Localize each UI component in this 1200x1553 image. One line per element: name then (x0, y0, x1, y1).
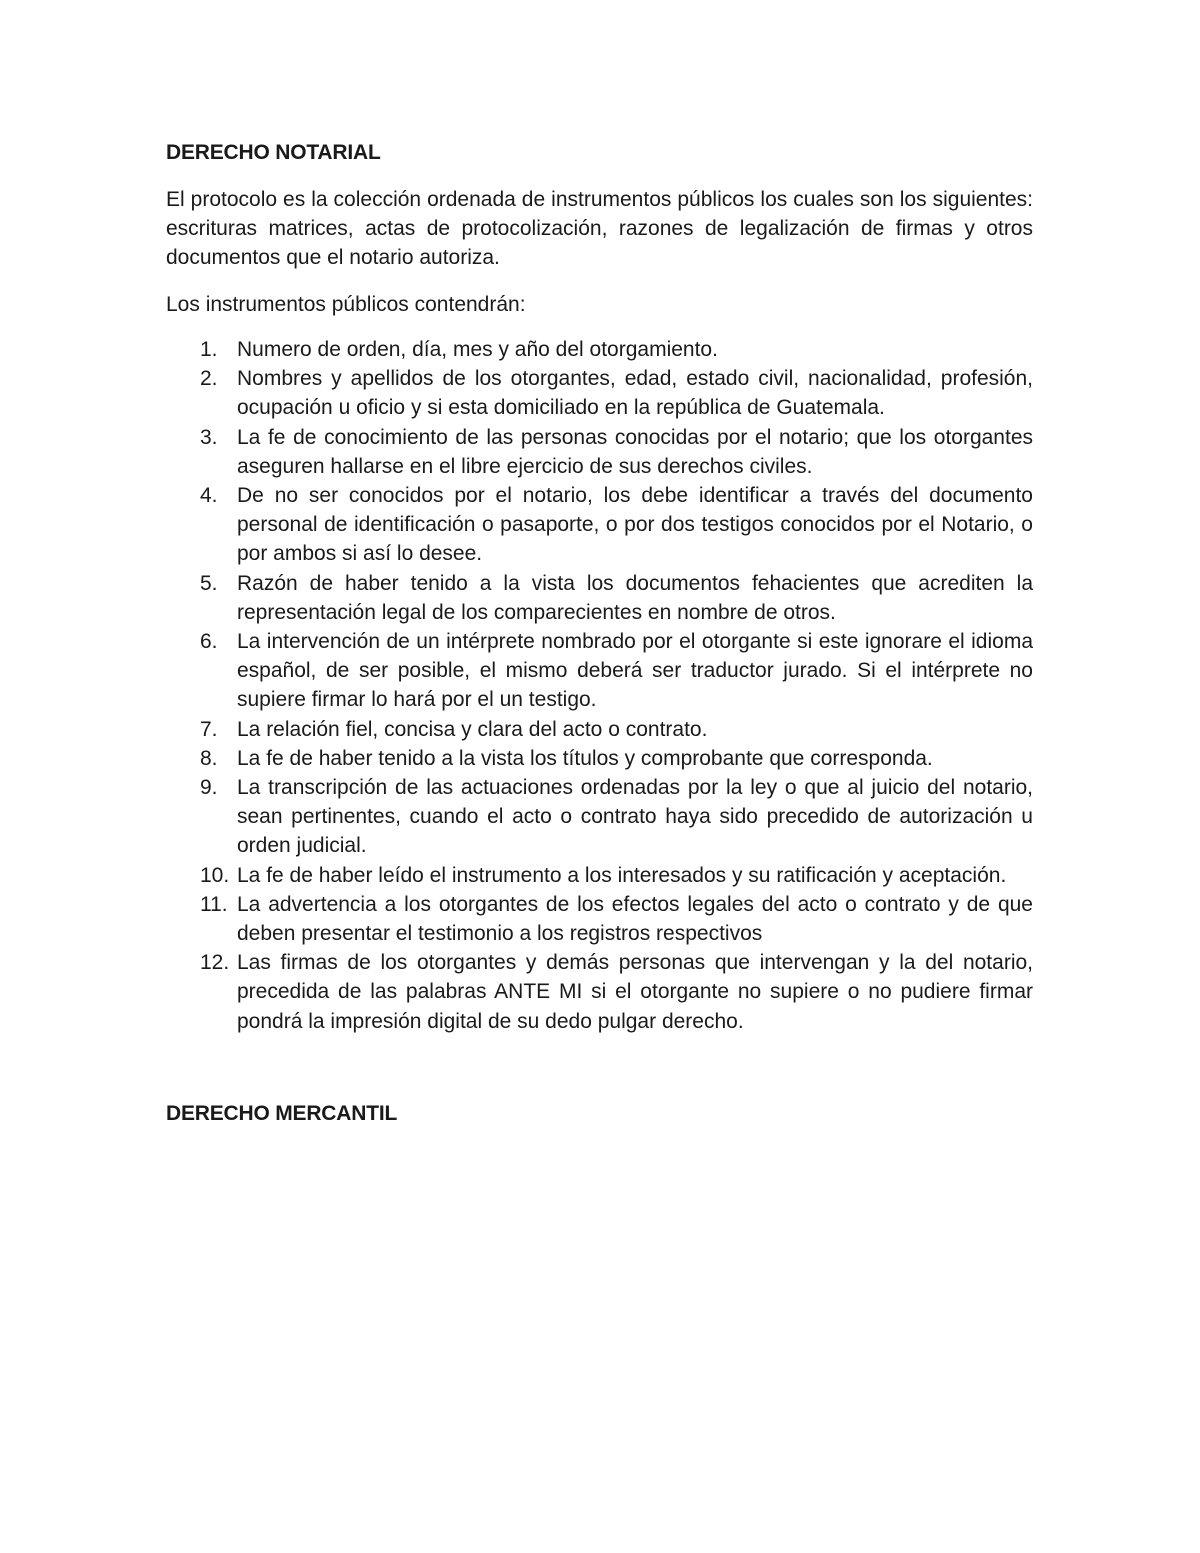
list-item-number: 11. (200, 892, 228, 916)
list-item (166, 423, 1033, 481)
list-item-number: 2. (200, 367, 218, 391)
list-item-number: 10. (200, 863, 230, 887)
list-item-text: La intervención de un intérprete nombrado por el otorgante si este ignorare el idioma español, de ser posible, el mismo deberá ser traductor jurado. Si el intérprete no supiere firmar lo hará por el un testigo. (237, 630, 1033, 712)
list-item-number: 8. (200, 746, 218, 770)
list-item-text: Razón de haber tenido a la vista los documentos fehacientes que acrediten la representación legal de los comparecientes en nombre de otros. (237, 571, 1033, 624)
list-item-number: 6. (200, 630, 218, 654)
list-item (166, 890, 1033, 948)
list-item-number: 3. (200, 425, 218, 449)
requirements-list (166, 335, 1033, 1036)
list-intro-paragraph: Los instrumentos públicos contendrán: (166, 293, 526, 316)
list-item-number: 12. (200, 951, 230, 975)
list-item (166, 773, 1033, 861)
list-item (166, 861, 1033, 890)
document-content (166, 138, 1033, 1129)
list-item (166, 569, 1033, 627)
list-item-number: 7. (200, 717, 218, 741)
list-item-number: 1. (200, 338, 218, 361)
list-item (166, 744, 1033, 773)
list-item-number: 4. (200, 484, 218, 508)
list-item-text: La fe de haber leído el instrumento a los interesados y su ratificación y aceptación. (237, 863, 1007, 887)
list-item (166, 715, 1033, 744)
list-item-number: 9. (200, 776, 218, 800)
list-item (166, 481, 1033, 569)
list-item-text: La fe de haber tenido a la vista los títulos y comprobante que corresponda. (237, 746, 933, 770)
list-item-text: De no ser conocidos por el notario, los debe identificar a través del documento personal de identificación o pasaporte, o por dos testigos conocidos por el Notario, o por ambos si así lo desee. (237, 484, 1033, 566)
list-item (166, 364, 1033, 422)
list-item-text: La advertencia a los otorgantes de los efectos legales del acto o contrato y de que deben presentar el testimonio a los registros respectivos (237, 892, 1033, 946)
list-item (166, 948, 1033, 1036)
protocol-definition-paragraph: El protocolo es la colección ordenada de instrumentos públicos los cuales son los siguientes: escrituras matrices, actas de protocolización, razones de legalización de firmas y otros documentos que el notario autoriza. (166, 188, 1033, 269)
section-title-derecho-notarial: DERECHO NOTARIAL (166, 141, 381, 164)
list-item (166, 335, 1033, 364)
list-item-text: La relación fiel, concisa y clara del acto o contrato. (237, 717, 708, 741)
list-item-text: La transcripción de las actuaciones ordenadas por la ley o que al juicio del notario, sean pertinentes, cuando el acto o contrato haya sido precedido de autorización u orden judicial. (237, 776, 1033, 858)
list-item-text: Las firmas de los otorgantes y demás personas que intervengan y la del notario, precedida de las palabras ANTE MI si el otorgante no supiere o no pudiere firmar pondrá la impresión digital de su dedo pulgar derecho. (237, 951, 1033, 1033)
list-item-text: Nombres y apellidos de los otorgantes, edad, estado civil, nacionalidad, profesión, ocupación u oficio y si esta domiciliado en la república de Guatemala. (237, 367, 1033, 420)
list-item (166, 627, 1033, 715)
list-item-number: 5. (200, 571, 218, 595)
list-item-text: La fe de conocimiento de las personas conocidas por el notario; que los otorgantes aseguren hallarse en el libre ejercicio de sus derechos civiles. (237, 425, 1033, 478)
section-title-derecho-mercantil: DERECHO MERCANTIL (166, 1101, 398, 1125)
list-item-text: Numero de orden, día, mes y año del otorgamiento. (237, 338, 718, 361)
